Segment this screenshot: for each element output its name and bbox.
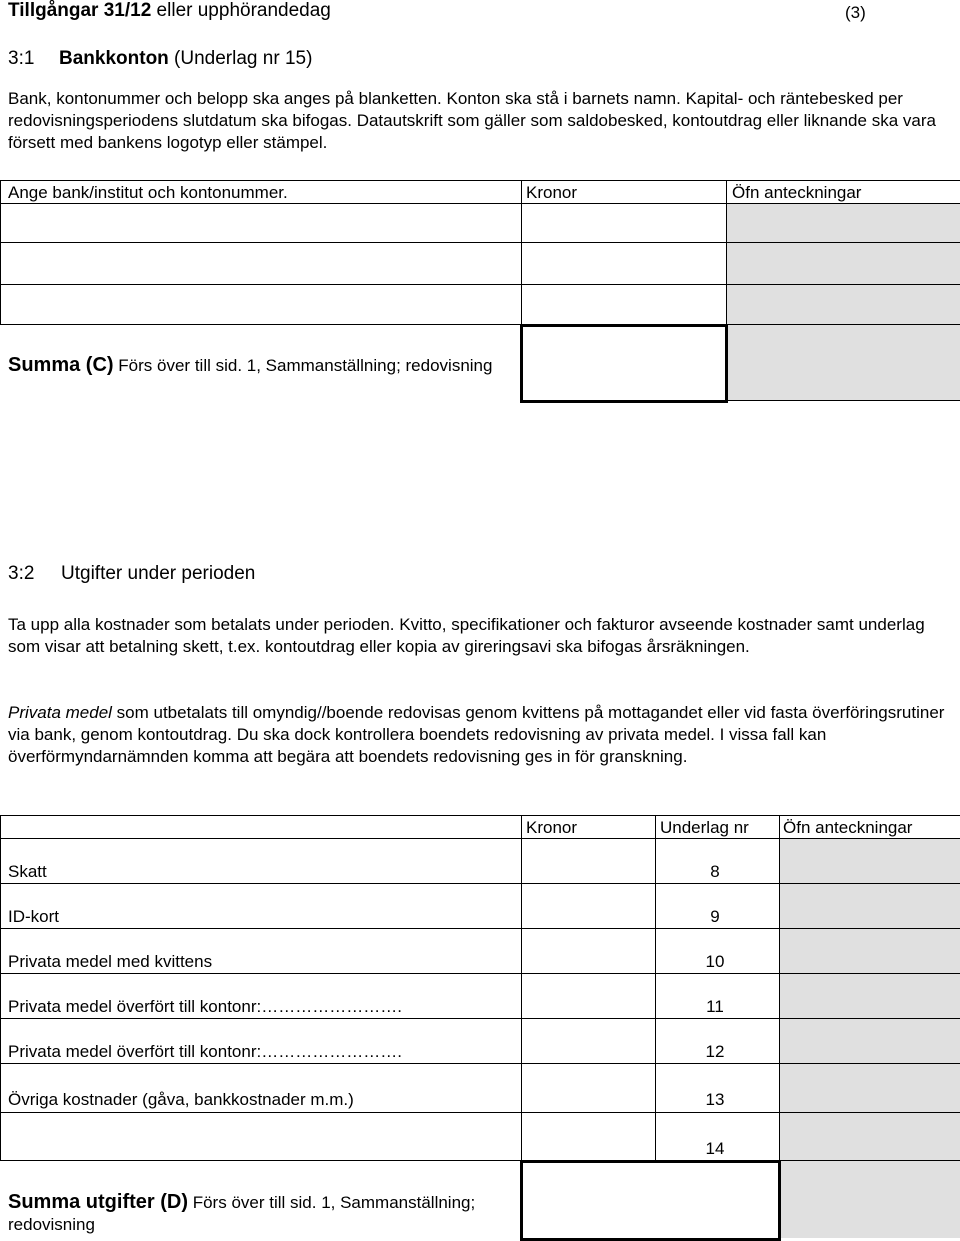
page-title xyxy=(8,0,331,22)
row-num-skatt: 8 xyxy=(710,862,720,881)
privata-medel-emphasis: Privata medel xyxy=(8,703,112,722)
row-num-id-kort: 9 xyxy=(710,907,720,926)
page-title-bold: Tillgångar 31/12 xyxy=(8,0,152,21)
row-label-overfort-2: Privata medel överfört till kontonr:……………………. xyxy=(8,1042,402,1061)
summa-d-field[interactable] xyxy=(520,1160,781,1241)
summa-c-field[interactable] xyxy=(520,324,728,403)
section-2-number: 3:2 xyxy=(8,563,35,584)
notes-column-header: Öfn anteckningar xyxy=(732,183,862,202)
section-2-paragraph-1: Ta upp alla kostnader som betalats under perioden. Kvitto, specifikationer och fakturor avseende kostnader samt underlag som visar att betalning skett, t.ex. kontoutdrag eller kopia av gireringsavi ska bifogas årsräkningen. xyxy=(8,615,925,656)
section-2-title: Utgifter under perioden xyxy=(61,563,256,584)
expenses-underlag-header: Underlag nr xyxy=(660,818,749,837)
row-num-14: 14 xyxy=(705,1139,725,1158)
section-1-ref: (Underlag nr 15) xyxy=(168,48,313,69)
summa-c-note: Förs över till sid. 1, Sammanställning; redovisning xyxy=(113,356,493,375)
section-2-paragraph-2-rest: som utbetalats till omyndig//boende redovisas genom kvittens på mottagandet eller vid fasta överföringsrutiner via bank, genom kontoutdrag. Du ska dock kontrollera boendets redovisning av privata medel. I vissa fall kan överförmyndarnämnden komma att begära att boendets redovisning ges in för granskning. xyxy=(8,703,945,766)
section-2-heading xyxy=(8,563,255,585)
expenses-notes-column-shade xyxy=(779,838,960,1238)
row-num-ovriga: 13 xyxy=(705,1090,725,1109)
section-1-number: 3:1 xyxy=(8,48,35,69)
section-1-paragraph: Bank, kontonummer och belopp ska anges på blanketten. Konton ska stå i barnets namn. Kapital- och räntebesked per redovisningsperiodens slutdatum ska bifogas. Datautskrift som gäller som saldobesked, kontoutdrag eller liknande ska vara försett med bankens logotyp eller stämpel. xyxy=(8,89,936,152)
kronor-column-header: Kronor xyxy=(526,183,578,202)
row-num-privata-kvittens: 10 xyxy=(705,952,725,971)
row-label-skatt: Skatt xyxy=(8,862,47,881)
summa-d-label xyxy=(8,1191,508,1236)
summa-c-label xyxy=(8,354,508,377)
page-number: (3) xyxy=(845,3,866,22)
expenses-notes-header: Öfn anteckningar xyxy=(783,818,913,837)
row-label-ovriga: Övriga kostnader (gåva, bankkostnader m.m.) xyxy=(8,1090,354,1109)
section-2-paragraph-2 xyxy=(8,702,948,768)
bank-notes-column-shade xyxy=(726,204,960,400)
section-1-title: Bankkonton xyxy=(59,48,169,69)
row-num-overfort-2: 12 xyxy=(705,1042,725,1061)
page-title-rest: eller upphörandedag xyxy=(151,0,331,21)
summa-d-title: Summa utgifter (D) xyxy=(8,1191,188,1213)
row-label-overfort-1: Privata medel överfört till kontonr:……………………. xyxy=(8,997,402,1016)
bank-column-header: Ange bank/institut och kontonummer. xyxy=(8,183,288,202)
expenses-kronor-header: Kronor xyxy=(526,818,578,837)
row-num-overfort-1: 11 xyxy=(706,997,724,1016)
summa-c-title: Summa (C) xyxy=(8,354,114,376)
section-1-heading xyxy=(8,48,312,70)
summa-d-note: Förs över till sid. 1, Sammanställning; redovisning xyxy=(8,1193,476,1234)
row-label-id-kort: ID-kort xyxy=(8,907,59,926)
row-label-privata-kvittens: Privata medel med kvittens xyxy=(8,952,213,971)
